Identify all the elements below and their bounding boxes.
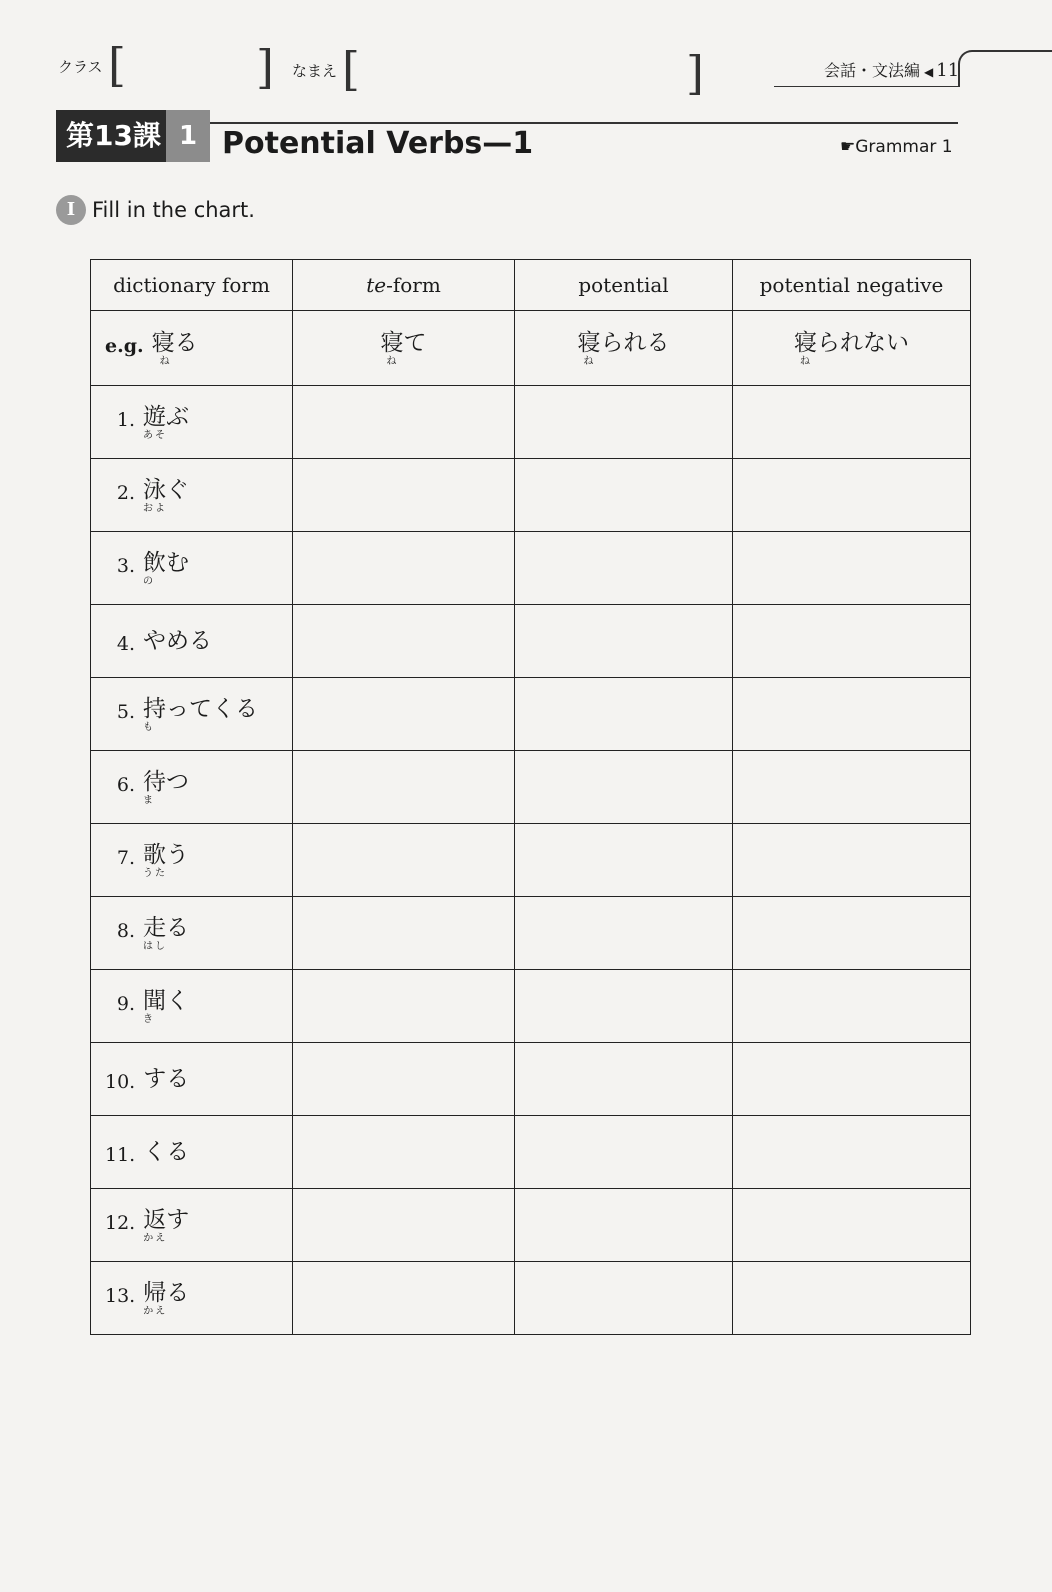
name-bracket-left: [: [342, 42, 360, 96]
header-dictionary-form: dictionary form: [91, 260, 293, 311]
verb-dictionary-form: [143, 1065, 189, 1093]
dictionary-form-cell: [91, 532, 293, 605]
chart-header-row: [91, 260, 971, 311]
te-form-answer-cell[interactable]: [293, 1189, 515, 1262]
potential-answer-cell[interactable]: [515, 897, 733, 970]
potential-answer-cell[interactable]: [515, 1043, 733, 1116]
table-row: [91, 532, 971, 605]
verb-dictionary-form: [143, 768, 189, 806]
table-row: [91, 751, 971, 824]
potential-negative-answer-cell[interactable]: [733, 532, 971, 605]
lesson-badge: 第13課: [56, 110, 171, 162]
te-form-answer-cell[interactable]: [293, 970, 515, 1043]
row-number: 11.: [105, 1144, 136, 1166]
class-bracket-right: ]: [256, 40, 274, 94]
verb-text: 聞く: [143, 988, 189, 1014]
verb-text: 遊ぶ: [143, 404, 189, 430]
row-number: 8.: [116, 920, 135, 942]
verb-text: 持ってくる: [143, 696, 258, 722]
potential-negative-answer-cell[interactable]: [733, 1116, 971, 1189]
example-potential-negative-cell: [733, 311, 971, 386]
row-number: 2.: [116, 482, 135, 504]
example-te-furigana: ね: [386, 355, 399, 367]
te-form-answer-cell[interactable]: [293, 532, 515, 605]
example-label: e.g.: [105, 335, 144, 357]
example-verb-text: 寝る: [151, 330, 198, 356]
section-number-badge: 1: [166, 110, 210, 162]
row-number: 5.: [116, 701, 135, 723]
verb-furigana: も: [143, 722, 155, 733]
dictionary-form-cell: [91, 386, 293, 459]
grammar-reference[interactable]: [840, 137, 953, 157]
verb-dictionary-form: [143, 987, 189, 1025]
page-reference: [824, 58, 959, 81]
verb-text: する: [143, 1066, 190, 1092]
row-number: 9.: [116, 993, 135, 1015]
te-form-answer-cell[interactable]: [293, 678, 515, 751]
header-te-form: [293, 260, 515, 311]
potential-negative-answer-cell[interactable]: [733, 459, 971, 532]
row-number: 7.: [116, 847, 135, 869]
te-form-answer-cell[interactable]: [293, 751, 515, 824]
grammar-ref-label: Grammar 1: [855, 137, 953, 157]
dictionary-form-cell: [91, 1043, 293, 1116]
example-row: [91, 311, 971, 386]
te-form-answer-cell[interactable]: [293, 897, 515, 970]
table-row: [91, 1262, 971, 1335]
verb-dictionary-form: [143, 1138, 189, 1166]
te-form-answer-cell[interactable]: [293, 1116, 515, 1189]
verb-text: くる: [143, 1139, 190, 1165]
te-form-answer-cell[interactable]: [293, 459, 515, 532]
pointing-hand-icon: ☛: [840, 137, 856, 157]
table-row: [91, 386, 971, 459]
dictionary-form-cell: [91, 970, 293, 1043]
table-row: [91, 970, 971, 1043]
verb-dictionary-form: [143, 403, 189, 441]
dictionary-form-cell: [91, 751, 293, 824]
verb-furigana: およ: [143, 503, 167, 514]
table-row: [91, 459, 971, 532]
table-row: [91, 1189, 971, 1262]
example-potential-negative-furigana: ね: [800, 355, 812, 367]
verb-dictionary-form: [143, 476, 189, 514]
verb-text: 飲む: [143, 550, 189, 576]
potential-answer-cell[interactable]: [515, 386, 733, 459]
verb-furigana: はし: [143, 941, 167, 952]
te-form-answer-cell[interactable]: [293, 824, 515, 897]
verb-text: やめる: [143, 628, 212, 654]
row-number: 13.: [105, 1285, 136, 1307]
name-label: なまえ: [292, 62, 338, 80]
te-form-answer-cell[interactable]: [293, 605, 515, 678]
verb-furigana: うた: [143, 868, 167, 879]
dictionary-form-cell: [91, 459, 293, 532]
example-verb: [152, 329, 198, 367]
table-row: [91, 678, 971, 751]
example-potential-cell: [515, 311, 733, 386]
class-field[interactable]: [130, 48, 254, 88]
table-row: [91, 605, 971, 678]
verb-dictionary-form: [143, 1206, 189, 1244]
potential-answer-cell[interactable]: [515, 824, 733, 897]
verb-dictionary-form: [143, 914, 189, 952]
row-number: 4.: [116, 633, 135, 655]
page-number: 11: [936, 60, 960, 81]
potential-answer-cell[interactable]: [515, 532, 733, 605]
table-row: [91, 897, 971, 970]
potential-answer-cell[interactable]: [515, 1189, 733, 1262]
potential-negative-answer-cell[interactable]: [733, 751, 971, 824]
header-te-rest: -form: [386, 273, 441, 297]
potential-negative-answer-cell[interactable]: [733, 897, 971, 970]
dictionary-form-cell: [91, 1262, 293, 1335]
verb-dictionary-form: [143, 549, 189, 587]
potential-answer-cell[interactable]: [515, 605, 733, 678]
page-ref-underline: [774, 86, 960, 87]
row-number: 1.: [116, 409, 135, 431]
potential-negative-answer-cell[interactable]: [733, 1043, 971, 1116]
verb-furigana: かえ: [143, 1306, 168, 1317]
instruction-text: Fill in the chart.: [92, 198, 255, 222]
verb-text: 泳ぐ: [143, 477, 189, 503]
example-te-cell: [293, 311, 515, 386]
verb-furigana: の: [143, 576, 155, 587]
class-bracket-left: [: [108, 38, 126, 92]
table-row: [91, 1116, 971, 1189]
example-potential-negative-text: 寝られない: [794, 329, 909, 356]
verb-furigana: かえ: [143, 1233, 168, 1244]
header-potential-negative: potential negative: [733, 260, 971, 311]
potential-negative-answer-cell[interactable]: [733, 824, 971, 897]
row-number: 6.: [116, 774, 135, 796]
verb-text: 歌う: [143, 842, 189, 868]
potential-answer-cell[interactable]: [515, 1116, 733, 1189]
dictionary-form-cell: [91, 897, 293, 970]
verb-text: 帰る: [143, 1280, 190, 1306]
row-number: 3.: [116, 555, 135, 577]
dictionary-form-cell: [91, 824, 293, 897]
dictionary-form-cell: [91, 605, 293, 678]
row-number: 12.: [105, 1212, 136, 1234]
table-row: [91, 824, 971, 897]
verb-dictionary-form: [143, 841, 189, 879]
te-form-answer-cell[interactable]: [293, 1043, 515, 1116]
potential-negative-answer-cell[interactable]: [733, 970, 971, 1043]
class-label: クラス: [58, 58, 103, 76]
header-te-italic: te: [366, 273, 387, 297]
example-potential-text: 寝られる: [577, 329, 670, 356]
potential-answer-cell[interactable]: [515, 678, 733, 751]
name-field[interactable]: [364, 52, 684, 92]
potential-negative-answer-cell[interactable]: [733, 386, 971, 459]
potential-answer-cell[interactable]: [515, 970, 733, 1043]
verb-dictionary-form: [143, 627, 212, 655]
example-verb-furigana: ね: [159, 356, 172, 367]
potential-negative-answer-cell[interactable]: [733, 605, 971, 678]
verb-furigana: き: [143, 1014, 155, 1025]
exercise-marker: I: [56, 195, 86, 225]
table-row: [91, 1043, 971, 1116]
header-potential: potential: [515, 260, 733, 311]
verb-text: 走る: [143, 915, 189, 941]
verb-text: 返す: [143, 1207, 190, 1233]
dictionary-form-cell: [91, 1116, 293, 1189]
potential-negative-answer-cell[interactable]: [733, 1262, 971, 1335]
potential-answer-cell[interactable]: [515, 459, 733, 532]
dictionary-form-cell: [91, 678, 293, 751]
potential-answer-cell[interactable]: [515, 751, 733, 824]
te-form-answer-cell[interactable]: [293, 1262, 515, 1335]
row-number: 10.: [105, 1071, 136, 1093]
name-bracket-right: ]: [686, 46, 704, 100]
potential-answer-cell[interactable]: [515, 1262, 733, 1335]
page-tab: [958, 50, 1052, 86]
page-title: Potential Verbs—1: [222, 126, 534, 161]
example-te-text: 寝て: [380, 329, 427, 356]
verb-dictionary-form: [143, 695, 258, 733]
verb-furigana: ま: [143, 795, 155, 806]
verb-dictionary-form: [143, 1279, 189, 1317]
verb-text: 待つ: [143, 769, 189, 795]
triangle-left-icon: ◀: [924, 65, 934, 79]
title-rule: [210, 122, 958, 124]
potential-negative-answer-cell[interactable]: [733, 678, 971, 751]
example-potential-furigana: ね: [583, 355, 596, 367]
dictionary-form-cell: [91, 1189, 293, 1262]
potential-negative-answer-cell[interactable]: [733, 1189, 971, 1262]
verb-furigana: あそ: [143, 430, 167, 441]
te-form-answer-cell[interactable]: [293, 386, 515, 459]
example-dictionary-cell: [91, 311, 293, 386]
page-section: 会話・文法編: [824, 61, 921, 80]
verb-chart: [90, 259, 971, 1335]
